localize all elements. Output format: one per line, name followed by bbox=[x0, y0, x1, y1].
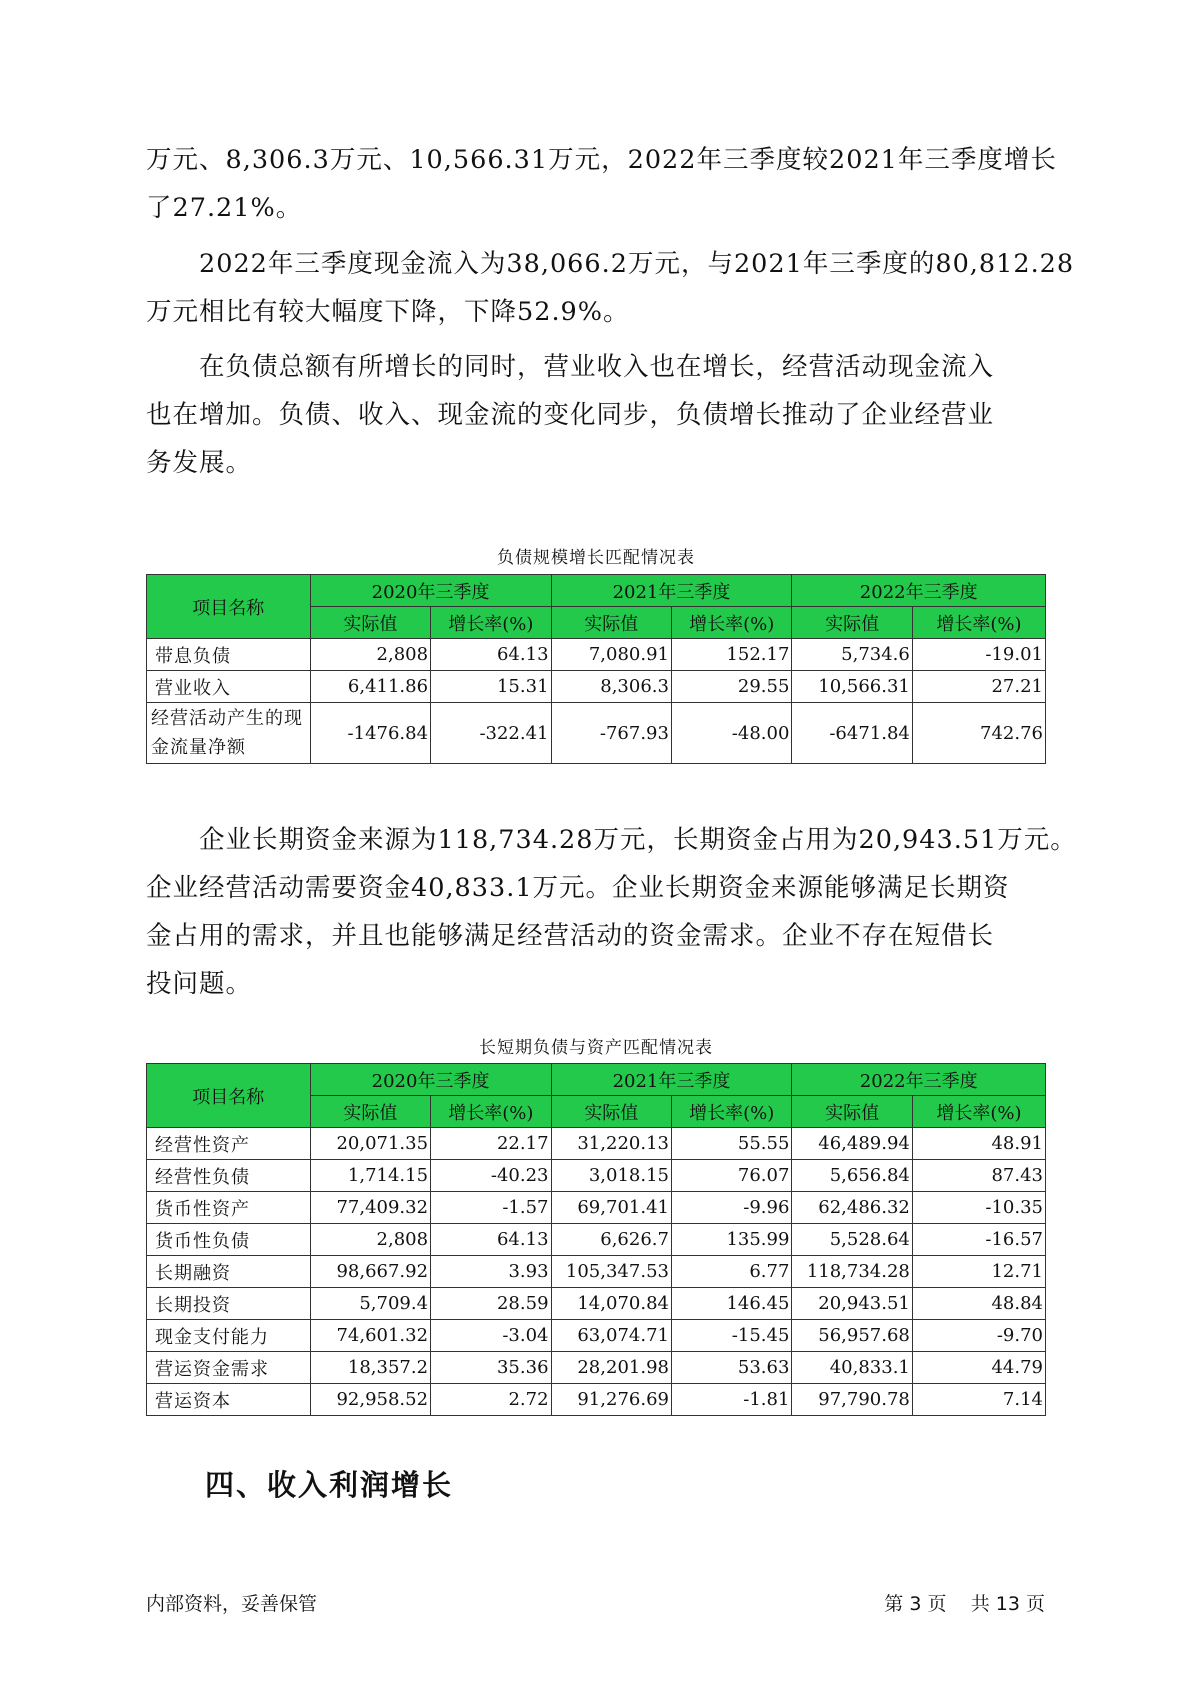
cell-value: 76.07 bbox=[671, 1160, 791, 1192]
cell-value: 742.76 bbox=[912, 703, 1045, 764]
footer-page-info bbox=[884, 1589, 1045, 1616]
cell-value: -9.70 bbox=[912, 1320, 1045, 1352]
row-name: 长期投资 bbox=[147, 1288, 311, 1320]
cell-value: -48.00 bbox=[671, 703, 791, 764]
header-item-name: 项目名称 bbox=[147, 575, 311, 639]
cell-value: 2,808 bbox=[310, 1224, 430, 1256]
page-label: 第 bbox=[884, 1593, 904, 1615]
cell-value: 44.79 bbox=[912, 1352, 1045, 1384]
header-period: 2022年三季度 bbox=[792, 1064, 1046, 1096]
header-period: 2021年三季度 bbox=[551, 1064, 792, 1096]
debt-scale-table bbox=[146, 574, 1046, 764]
header-growth: 增长率(%) bbox=[431, 607, 551, 639]
cell-value: 2.72 bbox=[431, 1384, 551, 1416]
cell-value: 20,071.35 bbox=[310, 1128, 430, 1160]
cell-value: 22.17 bbox=[431, 1128, 551, 1160]
table1-caption: 负债规模增长匹配情况表 bbox=[497, 548, 695, 568]
footer-confidential-note: 内部资料，妥善保管 bbox=[146, 1593, 318, 1615]
cell-value: 87.43 bbox=[912, 1160, 1045, 1192]
row-name: 货币性资产 bbox=[147, 1192, 311, 1224]
cell-value: 3.93 bbox=[431, 1256, 551, 1288]
cell-value: 20,943.51 bbox=[792, 1288, 912, 1320]
table-row bbox=[147, 639, 1046, 671]
header-actual: 实际值 bbox=[551, 607, 671, 639]
header-growth: 增长率(%) bbox=[912, 1096, 1045, 1128]
row-name: 经营性资产 bbox=[147, 1128, 311, 1160]
row-name: 经营性负债 bbox=[147, 1160, 311, 1192]
paragraph-line: 金占用的需求，并且也能够满足经营活动的资金需求。企业不存在短借长 bbox=[146, 921, 995, 951]
section-heading: 四、收入利润增长 bbox=[205, 1468, 454, 1502]
paragraph-line: 了27.21%。 bbox=[146, 193, 303, 223]
paragraph-4 bbox=[146, 816, 1077, 1008]
total-label: 共 bbox=[970, 1593, 990, 1615]
cell-value: 91,276.69 bbox=[551, 1384, 671, 1416]
row-name: 货币性负债 bbox=[147, 1224, 311, 1256]
cell-value: 146.45 bbox=[671, 1288, 791, 1320]
cell-value: 5,709.4 bbox=[310, 1288, 430, 1320]
cell-value: -3.04 bbox=[431, 1320, 551, 1352]
cell-value: -1.57 bbox=[431, 1192, 551, 1224]
cell-value: 46,489.94 bbox=[792, 1128, 912, 1160]
table-row bbox=[147, 1352, 1046, 1384]
cell-value: 97,790.78 bbox=[792, 1384, 912, 1416]
cell-value: 77,409.32 bbox=[310, 1192, 430, 1224]
paragraph-line: 万元、8,306.3万元、10,566.31万元，2022年三季度较2021年三季度增长 bbox=[146, 145, 1057, 175]
cell-value: 7,080.91 bbox=[551, 639, 671, 671]
cell-value: 15.31 bbox=[431, 671, 551, 703]
header-period: 2020年三季度 bbox=[310, 1064, 551, 1096]
cell-value: 64.13 bbox=[431, 639, 551, 671]
cell-value: 31,220.13 bbox=[551, 1128, 671, 1160]
cell-value: 64.13 bbox=[431, 1224, 551, 1256]
header-actual: 实际值 bbox=[551, 1096, 671, 1128]
cell-value: 53.63 bbox=[671, 1352, 791, 1384]
cell-value: 135.99 bbox=[671, 1224, 791, 1256]
row-name: 带息负债 bbox=[147, 639, 311, 671]
cell-value: 6.77 bbox=[671, 1256, 791, 1288]
paragraph-line: 务发展。 bbox=[146, 448, 253, 478]
header-period: 2021年三季度 bbox=[551, 575, 792, 607]
cell-value: -19.01 bbox=[912, 639, 1045, 671]
header-growth: 增长率(%) bbox=[671, 1096, 791, 1128]
cell-value: -6471.84 bbox=[792, 703, 912, 764]
cell-value: 56,957.68 bbox=[792, 1320, 912, 1352]
cell-value: 35.36 bbox=[431, 1352, 551, 1384]
table-row bbox=[147, 671, 1046, 703]
paragraph-line: 投问题。 bbox=[146, 969, 253, 999]
header-actual: 实际值 bbox=[792, 607, 912, 639]
table-row bbox=[147, 1256, 1046, 1288]
table-row bbox=[147, 1192, 1046, 1224]
cell-value: -40.23 bbox=[431, 1160, 551, 1192]
cell-value: 92,958.52 bbox=[310, 1384, 430, 1416]
paragraph-line: 在负债总额有所增长的同时，营业收入也在增长，经营活动现金流入 bbox=[146, 352, 995, 382]
cell-value: 6,626.7 bbox=[551, 1224, 671, 1256]
table-row bbox=[147, 1320, 1046, 1352]
cell-value: -15.45 bbox=[671, 1320, 791, 1352]
cell-value: 2,808 bbox=[310, 639, 430, 671]
cell-value: -322.41 bbox=[431, 703, 551, 764]
table-row bbox=[147, 1128, 1046, 1160]
cell-value: -9.96 bbox=[671, 1192, 791, 1224]
asset-liability-match-table bbox=[146, 1063, 1046, 1416]
row-name: 营业收入 bbox=[147, 671, 311, 703]
table-row bbox=[147, 1384, 1046, 1416]
cell-value: 105,347.53 bbox=[551, 1256, 671, 1288]
cell-value: 98,667.92 bbox=[310, 1256, 430, 1288]
cell-value: 40,833.1 bbox=[792, 1352, 912, 1384]
cell-value: 29.55 bbox=[671, 671, 791, 703]
cell-value: 1,714.15 bbox=[310, 1160, 430, 1192]
cell-value: 69,701.41 bbox=[551, 1192, 671, 1224]
header-growth: 增长率(%) bbox=[671, 607, 791, 639]
cell-value: 48.84 bbox=[912, 1288, 1045, 1320]
header-period: 2020年三季度 bbox=[310, 575, 551, 607]
cell-value: 8,306.3 bbox=[551, 671, 671, 703]
paragraph-line: 万元相比有较大幅度下降，下降52.9%。 bbox=[146, 297, 630, 327]
cell-value: -10.35 bbox=[912, 1192, 1045, 1224]
cell-value: 55.55 bbox=[671, 1128, 791, 1160]
paragraph-line: 企业经营活动需要资金40,833.1万元。企业长期资金来源能够满足长期资 bbox=[146, 873, 1010, 903]
table-row bbox=[147, 1160, 1046, 1192]
cell-value: 6,411.86 bbox=[310, 671, 430, 703]
cell-value: 62,486.32 bbox=[792, 1192, 912, 1224]
paragraph-3 bbox=[146, 343, 1046, 487]
row-name: 营运资金需求 bbox=[147, 1352, 311, 1384]
table-row bbox=[147, 1288, 1046, 1320]
header-growth: 增长率(%) bbox=[912, 607, 1045, 639]
paragraph-2 bbox=[146, 240, 1075, 336]
header-actual: 实际值 bbox=[310, 1096, 430, 1128]
page-number: 3 bbox=[909, 1593, 922, 1615]
cell-value: 10,566.31 bbox=[792, 671, 912, 703]
cell-value: 48.91 bbox=[912, 1128, 1045, 1160]
cell-value: 74,601.32 bbox=[310, 1320, 430, 1352]
cell-value: 14,070.84 bbox=[551, 1288, 671, 1320]
cell-value: 63,074.71 bbox=[551, 1320, 671, 1352]
row-name: 现金支付能力 bbox=[147, 1320, 311, 1352]
paragraph-1 bbox=[146, 136, 1057, 232]
table2-caption: 长短期负债与资产匹配情况表 bbox=[479, 1038, 713, 1058]
cell-value: 152.17 bbox=[671, 639, 791, 671]
row-name: 营运资本 bbox=[147, 1384, 311, 1416]
paragraph-line: 2022年三季度现金流入为38,066.2万元，与2021年三季度的80,812.28 bbox=[146, 249, 1075, 279]
cell-value: 27.21 bbox=[912, 671, 1045, 703]
cell-value: 12.71 bbox=[912, 1256, 1045, 1288]
header-growth: 增长率(%) bbox=[431, 1096, 551, 1128]
table-row bbox=[147, 703, 1046, 764]
table-row bbox=[147, 1224, 1046, 1256]
cell-value: 28.59 bbox=[431, 1288, 551, 1320]
cell-value: -1.81 bbox=[671, 1384, 791, 1416]
total-unit: 页 bbox=[1025, 1593, 1045, 1615]
paragraph-line: 企业长期资金来源为118,734.28万元，长期资金占用为20,943.51万元。 bbox=[146, 825, 1077, 855]
row-name: 长期融资 bbox=[147, 1256, 311, 1288]
total-pages: 13 bbox=[995, 1593, 1020, 1615]
cell-value: -1476.84 bbox=[310, 703, 430, 764]
cell-value: 7.14 bbox=[912, 1384, 1045, 1416]
cell-value: 5,528.64 bbox=[792, 1224, 912, 1256]
header-period: 2022年三季度 bbox=[792, 575, 1046, 607]
cell-value: -16.57 bbox=[912, 1224, 1045, 1256]
header-actual: 实际值 bbox=[310, 607, 430, 639]
cell-value: 118,734.28 bbox=[792, 1256, 912, 1288]
cell-value: 3,018.15 bbox=[551, 1160, 671, 1192]
row-name: 经营活动产生的现金流量净额 bbox=[147, 703, 311, 764]
header-item-name: 项目名称 bbox=[147, 1064, 311, 1128]
cell-value: 28,201.98 bbox=[551, 1352, 671, 1384]
paragraph-line: 也在增加。负债、收入、现金流的变化同步，负债增长推动了企业经营业 bbox=[146, 400, 995, 430]
cell-value: 5,734.6 bbox=[792, 639, 912, 671]
cell-value: 5,656.84 bbox=[792, 1160, 912, 1192]
header-actual: 实际值 bbox=[792, 1096, 912, 1128]
page-unit: 页 bbox=[927, 1593, 947, 1615]
cell-value: 18,357.2 bbox=[310, 1352, 430, 1384]
cell-value: -767.93 bbox=[551, 703, 671, 764]
